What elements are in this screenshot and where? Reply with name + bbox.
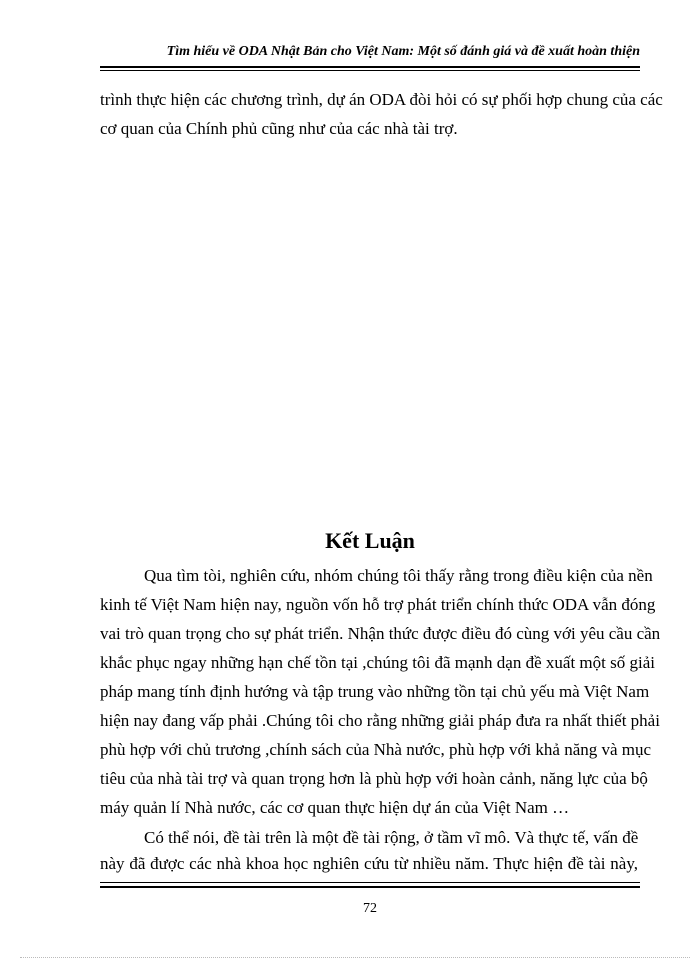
text-line: cơ quan của Chính phủ cũng như của các nhà tài trợ. [100,119,458,138]
text-line: Có thể nói, đề tài trên là một đề tài rộng, ở tầm vĩ mô. Và thực tế, vấn đề [144,828,639,847]
text-line: vai trò quan trọng cho sự phát triển. Nhận thức được điều đó cùng với yêu cầu cần [100,624,661,643]
text-line: máy quản lí Nhà nước, các cơ quan thực hiện dự án của Việt Nam … [100,798,570,817]
footer-rule-thin [100,882,640,883]
text-line: kinh tế Việt Nam hiện nay, nguồn vốn hỗ trợ phát triển chính thức ODA vẫn đóng [100,595,656,614]
footer-rule-thick [100,886,640,888]
text-line: này đã được các nhà khoa học nghiên cứu từ nhiều năm. Thực hiện đề tài này, [100,854,638,873]
text-line: hiện nay đang vấp phải .Chúng tôi cho rằng những giải pháp đưa ra nhất thiết phải [100,711,660,730]
running-header: Tìm hiểu về ODA Nhật Bản cho Việt Nam: Một số đánh giá và đề xuất hoàn thiện [166,44,640,59]
header-rule-thin [100,70,640,71]
text-line: tiêu của nhà tài trợ và quan trọng hơn là phù hợp với hoàn cảnh, năng lực của bộ [100,769,648,788]
text-line: Qua tìm tòi, nghiên cứu, nhóm chúng tôi thấy rằng trong điều kiện của nền [144,566,653,585]
page-edge-divider [20,957,690,958]
text-line: trình thực hiện các chương trình, dự án ODA đòi hỏi có sự phối hợp chung của các [100,90,663,109]
header-rule-thick [100,66,640,68]
text-line: khắc phục ngay những hạn chế tồn tại ,chúng tôi đã mạnh dạn đề xuất một số giải [100,653,655,672]
text-line: phù hợp với chủ trương ,chính sách của Nhà nước, phù hợp với khả năng và mục [100,740,652,759]
text-line: pháp mang tính định hướng và tập trung vào những tồn tại chủ yếu mà Việt Nam [100,682,650,701]
section-title: Kết Luận [325,528,415,553]
page-number: 72 [363,901,377,916]
